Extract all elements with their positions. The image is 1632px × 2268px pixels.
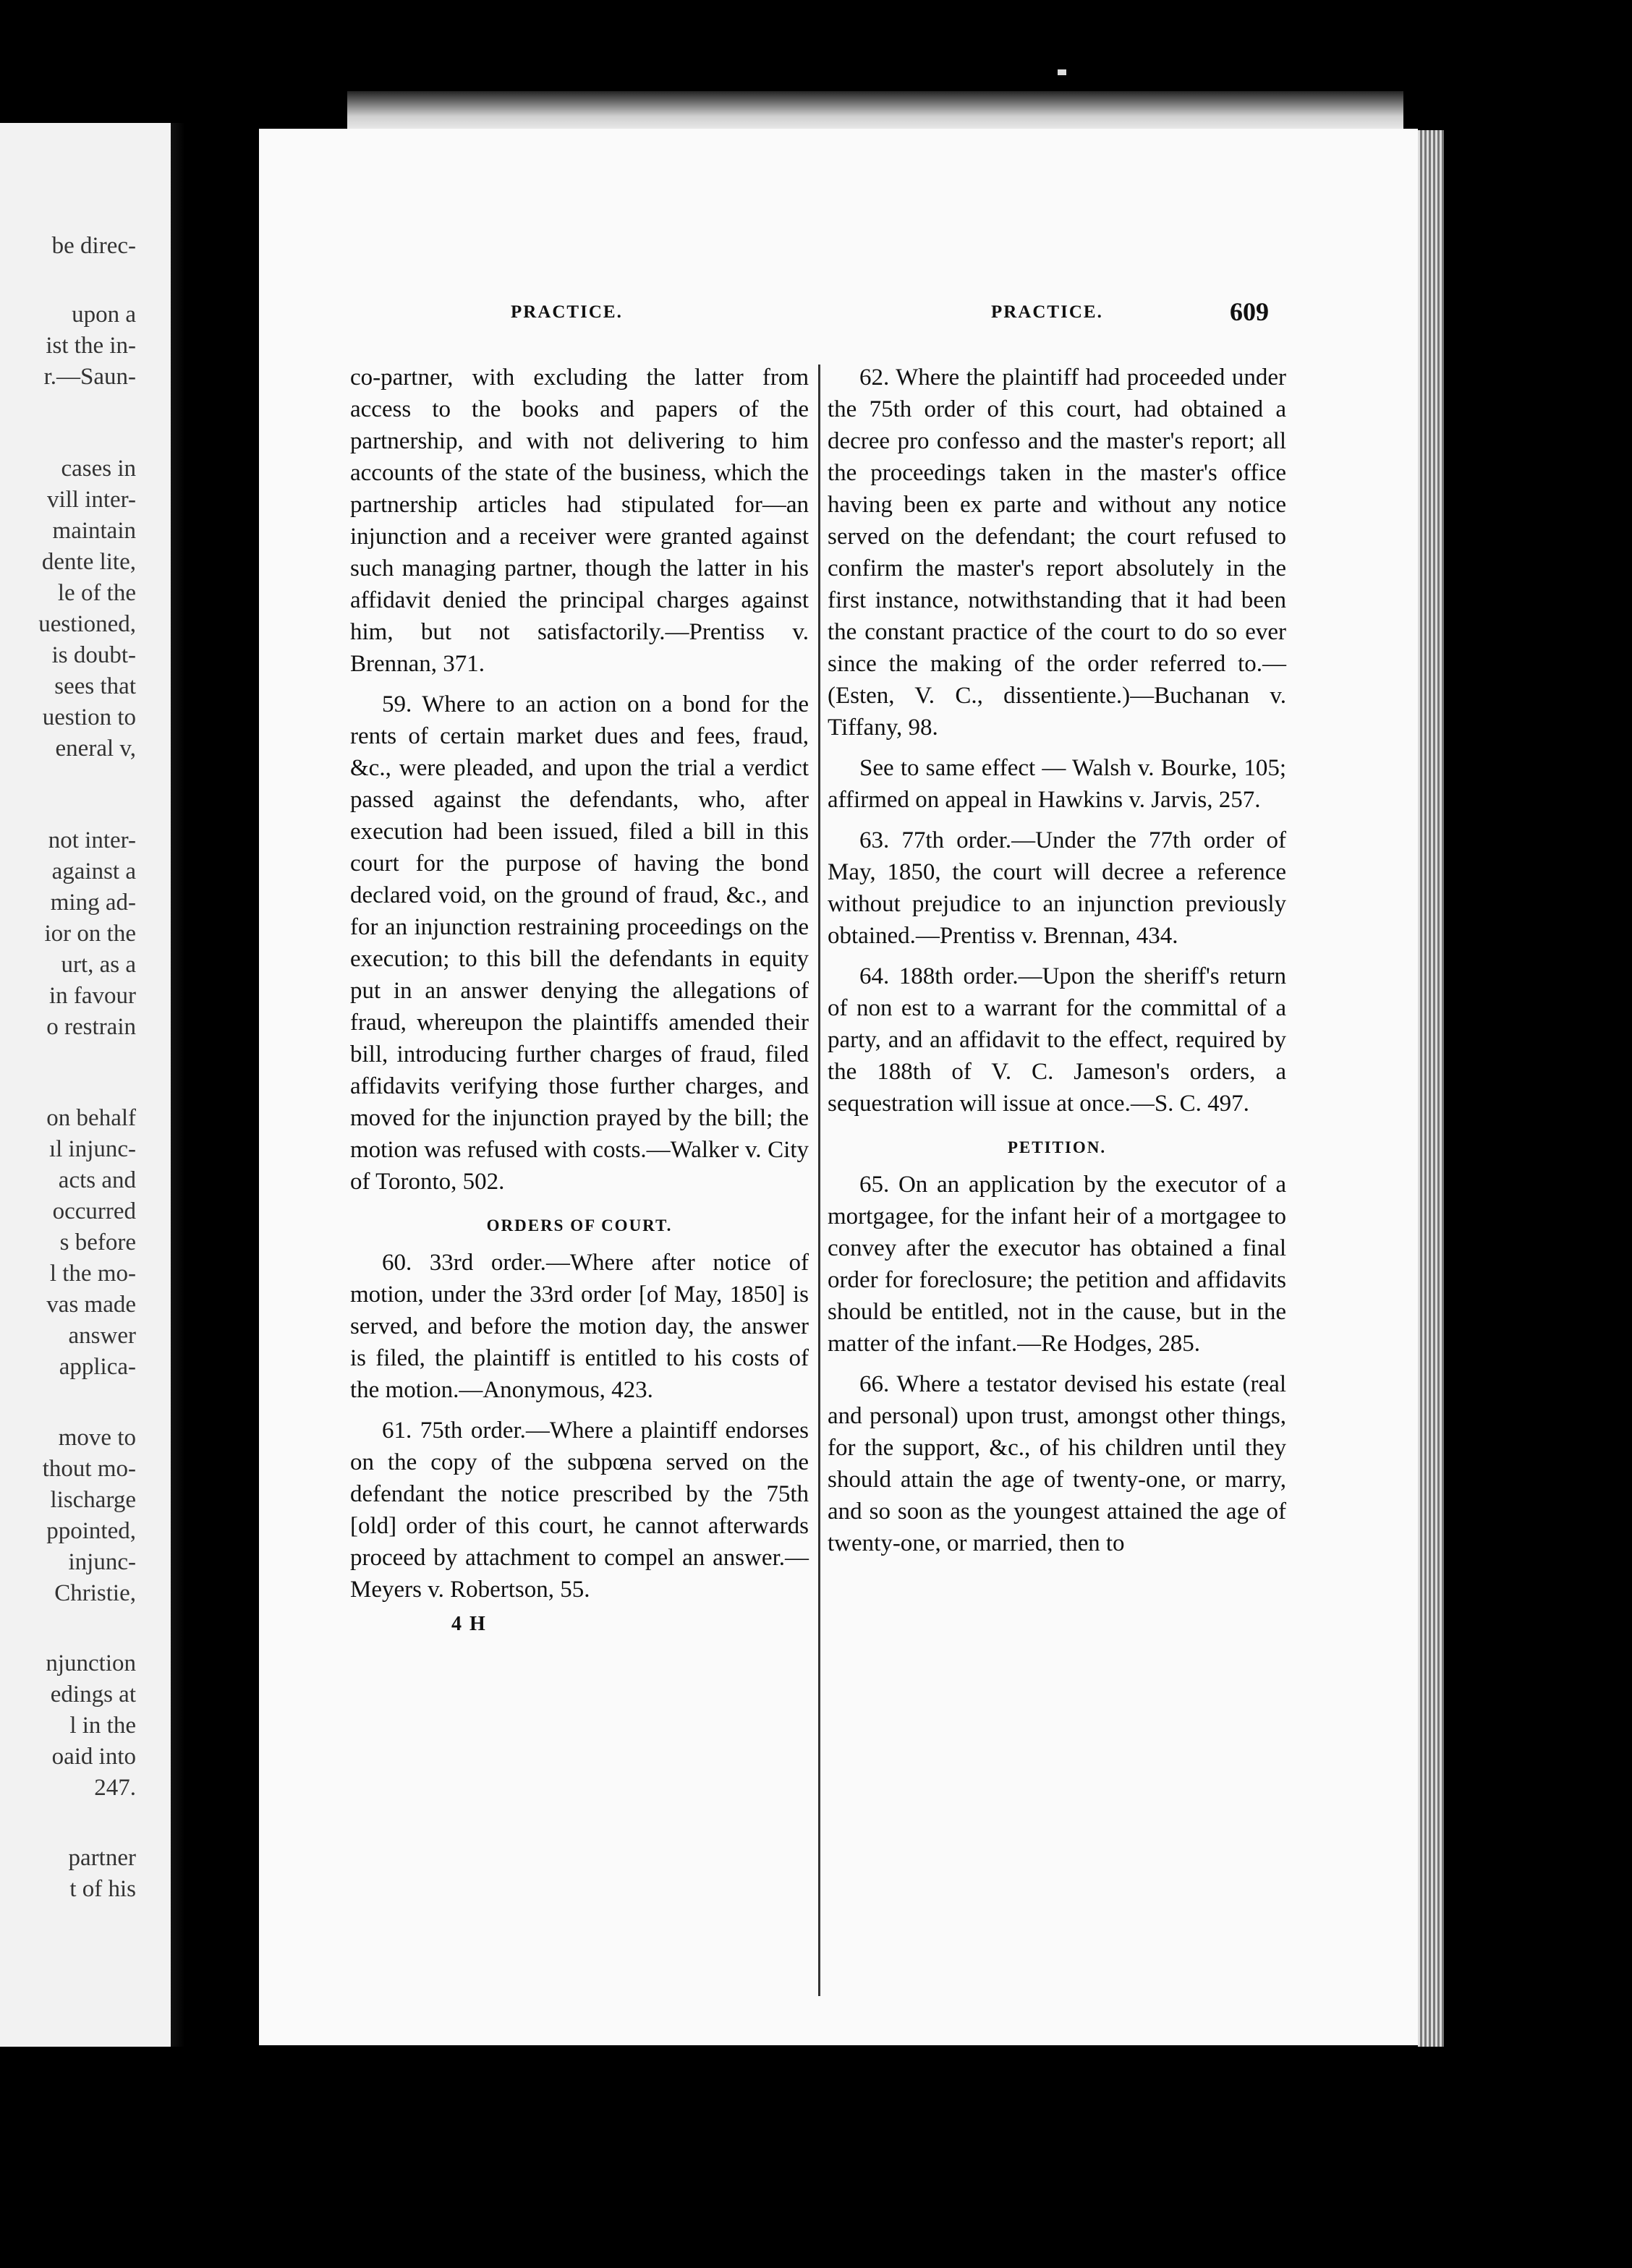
left-column bbox=[350, 362, 809, 1636]
paragraph-58-continued: co-partner, with excluding the latter from access to the books and papers of the partnership, and with not delivering to him accounts of the state of the business, which the partnership articles had stipulated for—an injunction and a receiver were granted against such managing partner, though the latter in his affidavit denied the principal charges against him, but not satisfactorily.—Prentiss v. Brennan, 371. bbox=[350, 364, 809, 677]
facing-page-line: ppointed, bbox=[46, 1518, 136, 1544]
facing-page-line: dente lite, bbox=[41, 549, 136, 575]
right-column bbox=[828, 362, 1286, 1559]
facing-page-line: move to bbox=[58, 1425, 136, 1451]
facing-page-line: in favour bbox=[48, 983, 136, 1009]
facing-page-line: urt, as a bbox=[61, 952, 136, 978]
facing-page-line: s before bbox=[59, 1229, 136, 1256]
facing-page-line: vill inter- bbox=[46, 487, 136, 513]
facing-page-line: ist the in- bbox=[46, 333, 136, 359]
facing-page-line: eneral v, bbox=[55, 736, 136, 762]
facing-page-line: uestion to bbox=[42, 704, 136, 730]
facing-page-line: be direc- bbox=[51, 233, 136, 259]
page-top-edge bbox=[347, 91, 1403, 133]
paragraph-63: 63. 77th order.—Under the 77th order of May, 1850, the court will decree a reference without prejudice to an injunction previously obtained.—Prentiss v. Brennan, 434. bbox=[828, 827, 1286, 949]
facing-page-line: l the mo- bbox=[49, 1261, 136, 1287]
signature-mark: 4 H bbox=[451, 1613, 487, 1635]
facing-page-line: ıl injunc- bbox=[48, 1136, 136, 1162]
facing-page-line: njunction bbox=[46, 1650, 136, 1676]
facing-page-line: le of the bbox=[57, 580, 136, 606]
paragraph-64: 64. 188th order.—Upon the sheriff's return of non est to a warrant for the committal of a party, and an affidavit to the effect, required by the 188th of V. C. Jameson's orders, a sequestration will issue at once.—S. C. 497. bbox=[828, 963, 1286, 1117]
paragraph-62: 62. Where the plaintiff had proceeded under the 75th order of this court, had obtained a decree pro confesso and the master's report; all the proceedings taken in the master's office having been ex parte and without any notice served on the defendant; the court refused to confirm the master's report absolutely in the first instance, notwithstanding that it had been the constant practice of the court to do so ever since the making of the order referred to.—(Esten, V. C., dissentiente.)—Buchanan v. Tiffany, 98. bbox=[828, 364, 1286, 741]
facing-page-line: 247. bbox=[94, 1775, 136, 1801]
facing-page-line: l in the bbox=[69, 1713, 136, 1739]
facing-page-line: lischarge bbox=[50, 1487, 136, 1513]
column-rule bbox=[818, 364, 820, 1996]
facing-page-line: o restrain bbox=[46, 1014, 136, 1040]
facing-page-line: vas made bbox=[46, 1292, 136, 1318]
facing-page-line: on behalf bbox=[46, 1105, 136, 1131]
facing-page-line: oaid into bbox=[51, 1744, 136, 1770]
facing-page-line: occurred bbox=[52, 1198, 136, 1224]
facing-page-line: is doubt- bbox=[51, 642, 136, 668]
gutter-shadow bbox=[171, 123, 185, 2047]
facing-page-line: acts and bbox=[58, 1167, 136, 1193]
facing-page-line: partner bbox=[68, 1845, 136, 1871]
facing-page-line: edings at bbox=[50, 1681, 136, 1708]
right-running-head: PRACTICE. bbox=[991, 302, 1103, 322]
facing-page-line: ior on the bbox=[44, 921, 136, 947]
section-heading-petition: PETITION. bbox=[1007, 1138, 1107, 1156]
facing-page-line: t of his bbox=[69, 1876, 136, 1902]
facing-page-fragment bbox=[0, 123, 171, 2047]
facing-page-line: ming ad- bbox=[50, 890, 136, 916]
paragraph-62-see-also: See to same effect — Walsh v. Bourke, 105; affirmed on appeal in Hawkins v. Jarvis, 257. bbox=[828, 755, 1286, 813]
facing-page-line: answer bbox=[68, 1323, 136, 1349]
paragraph-59: 59. Where to an action on a bond for the rents of certain market dues and fees, fraud, &c., were pleaded, and upon the trial a verdict passed against the defendants, who, after execution had been issued, filed a bill in this court for the purpose of having the bond declared void, on the ground of fraud, &c., and for an injunction restraining proceedings on the execution; to this bill the defendants in equity put in an answer denying the allegations of fraud, whereupon the plaintiffs amended their bill, introducing further charges of fraud, filed affidavits verifying those further charges, and moved for the injunction prayed by the bill; the motion was refused with costs.—Walker v. City of Toronto, 502. bbox=[350, 691, 809, 1195]
paragraph-60: 60. 33rd order.—Where after notice of motion, under the 33rd order [of May, 1850] is served, and before the motion day, the answer is filed, the plaintiff is entitled to his costs of the motion.—Anonymous, 423. bbox=[350, 1250, 809, 1403]
facing-page-line: r.—Saun- bbox=[43, 364, 136, 390]
paragraph-66: 66. Where a testator devised his estate (real and personal) upon trust, amongst other things, for the support, &c., of his children until they should attain the age of twenty-one, or marry, and so soon as the youngest attained the age of twenty-one, or married, then to bbox=[828, 1371, 1286, 1556]
facing-page-line: cases in bbox=[61, 456, 136, 482]
facing-page-line: maintain bbox=[52, 518, 136, 544]
section-heading-orders-of-court: ORDERS OF COURT. bbox=[486, 1216, 673, 1235]
facing-page-line: thout mo- bbox=[42, 1456, 136, 1482]
left-running-head: PRACTICE. bbox=[511, 302, 623, 322]
paragraph-61: 61. 75th order.—Where a plaintiff endorses on the copy of the subpœna served on the defendant the notice prescribed by the 75th [old] order of this court, he cannot afterwards proceed by attachment to compel an answer.—Meyers v. Robertson, 55. bbox=[350, 1418, 809, 1603]
facing-page-line: sees that bbox=[54, 673, 136, 699]
page-fore-edge bbox=[1418, 130, 1444, 2047]
scan-speck bbox=[1058, 69, 1066, 75]
facing-page-line: applica- bbox=[59, 1354, 136, 1380]
facing-page-line: uestioned, bbox=[38, 611, 136, 637]
facing-page-line: upon a bbox=[72, 302, 136, 328]
facing-page-line: not inter- bbox=[48, 827, 136, 853]
facing-page-line: Christie, bbox=[54, 1580, 136, 1606]
facing-page-line: against a bbox=[51, 858, 136, 884]
facing-page-line: injunc- bbox=[68, 1549, 136, 1575]
page-number: 609 bbox=[1230, 297, 1269, 326]
paragraph-65: 65. On an application by the executor of a mortgagee, for the infant heir of a mortgagee to convey after the executor has obtained a final order for foreclosure; the petition and affidavits should be entitled, not in the cause, but in the matter of the infant.—Re Hodges, 285. bbox=[828, 1172, 1286, 1357]
